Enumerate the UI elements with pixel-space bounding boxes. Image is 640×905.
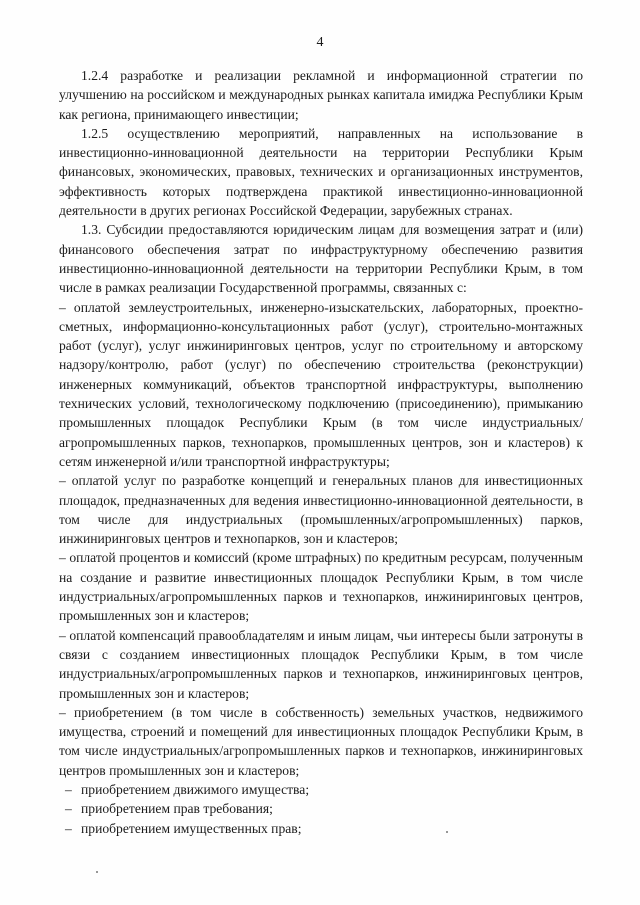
list-dash: – <box>65 781 72 797</box>
clause-concepts-plans: – оплатой услуг по разработке концепций и генеральных планов для инвестиционных площадок, предназначенных для ведения инвестиционно-инновационной деятельности, в том числе для индустриальных (промышленных/агропромышленных) парков, инжиниринговых центров и технопарков, зон и кластеров; <box>59 473 583 547</box>
list-item <box>59 780 583 799</box>
paragraph-1-2-4: 1.2.4 разработке и реализации рекламной и информационной стратегии по улучшению на российском и международных рынках капитала имиджа Республики Крым как региона, принимающего инвестиции; <box>59 68 583 122</box>
clause-engineering-works: – оплатой землеустроительных, инженерно-изыскательских, лабораторных, проектно-сметных, информационно-консультационных работ (услуг), строительно-монтажных работ (услуг), услуг инжиниринговых центров, услуг по строительному и авторскому надзору/контролю, работ (услуг) по обеспечению строительства (реконструкции) инженерных коммуникаций, объектов транспортной инфраструктуры, выполнению технических условий, технологическому подключению (присоединению), примыканию промышленных площадок Республики Крым (в том числе индустриальных/агропромышленных парков, технопарков, промышленных центров, зон и кластеров) к сетям инженерной и/или транспортной инфраструктуры; <box>59 299 583 469</box>
scan-speck <box>96 871 98 873</box>
clause-land-acquisition: – приобретением (в том числе в собственность) земельных участков, недвижимого имущества, строений и помещений для инвестиционных площадок Республики Крым, в том числе индустриальных/агропромышленных парков и технопарков, инжиниринговых центров промышленных зон и кластеров; <box>59 704 583 778</box>
list-item <box>59 819 583 838</box>
clause-compensations: – оплатой компенсаций правообладателям и иным лицам, чьи интересы были затронуты в связи с созданием инвестиционных площадок Республики Крым, в том числе индустриальных/агропромышленных парков и технопарков, инжиниринговых центров, промышленных зон и кластеров; <box>59 627 583 701</box>
page-number: 4 <box>316 35 324 50</box>
document-body <box>59 66 583 838</box>
paragraph-1-2-5: 1.2.5 осуществлению мероприятий, направленных на использование в инвестиционно-инновационной деятельности на территории Республики Крым финансовых, экономических, правовых, технических и организационных инструментов, эффективность которых подтверждена практикой инвестиционно-инновационной деятельности в других регионах Российской Федерации, зарубежных странах. <box>59 125 583 219</box>
list-dash: – <box>65 820 72 836</box>
list-dash: – <box>65 801 72 817</box>
scan-speck <box>446 831 448 833</box>
paragraph-1-3: 1.3. Субсидии предоставляются юридическим лицам для возмещения затрат и (или) финансового обеспечения затрат по инфраструктурному обеспечению развития инвестиционно-инновационной деятельности на территории Республики Крым, в том числе в рамках реализации Государственной программы, связанных с: <box>59 222 583 296</box>
list-item-text: приобретением имущественных прав; <box>81 820 302 836</box>
list-item <box>59 799 583 818</box>
list-item-text: приобретением движимого имущества; <box>81 781 310 797</box>
clause-interest-commissions: – оплатой процентов и комиссий (кроме штрафных) по кредитным ресурсам, полученным на создание и развитие инвестиционных площадок Республики Крым, в том числе индустриальных/агропромышленных парков и технопарков, инжиниринговых центров, промышленных зон и кластеров; <box>59 550 583 624</box>
list-item-text: приобретением прав требования; <box>81 801 273 817</box>
